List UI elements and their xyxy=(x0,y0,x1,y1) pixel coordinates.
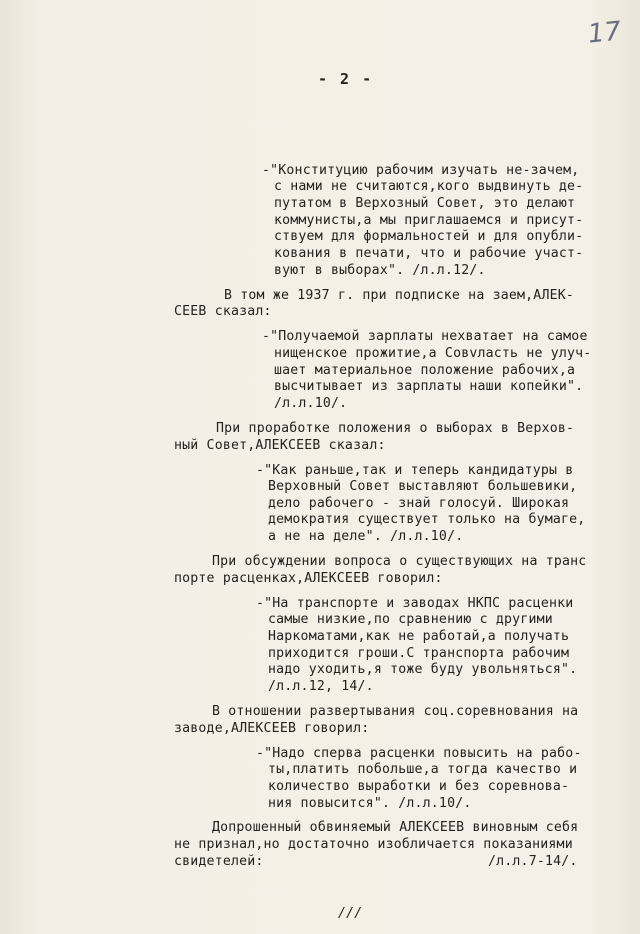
text-line: кования в печати, что и рабочие участ- xyxy=(274,246,584,261)
text-line: количество выработки и без соревнова- xyxy=(268,779,570,794)
text-line: ния повысится". /л.л.10/. xyxy=(268,796,472,811)
text-line: нищенское прожитие,а Совvласть не улуч- xyxy=(274,346,592,361)
text-line: высчитывает из зарплаты наши копейки". xyxy=(274,379,584,394)
text-line: В том же 1937 г. при подписке на заем,АЛЕК- xyxy=(224,288,575,303)
text-line: ный Совет,АЛЕКСЕЕВ сказал: xyxy=(174,438,386,453)
text-line: -"Надо сперва расценки повысить на рабо- xyxy=(256,746,582,761)
text-line: Верховный Совет выставляют большевики, xyxy=(268,479,578,494)
text-line: При обсуждении вопроса о существующих на транс xyxy=(212,554,587,569)
text-line: коммунисты,а мы приглашаемся и присут- xyxy=(274,213,584,228)
text-line: Допрошенный обвиняемый АЛЕКСЕЕВ виновным себя xyxy=(212,820,579,835)
text-line: с нами не считаются,кого выдвинуть де- xyxy=(274,179,584,194)
text-line: шает материальное положение рабочих,а xyxy=(274,363,576,378)
text-line: /л.л.7-14/. xyxy=(488,854,578,869)
text-line: /л.л.12, 14/. xyxy=(268,679,374,694)
text-line: дело рабочего - знай голосуй. Широкая xyxy=(268,496,570,511)
text-line: ствуем для формальностей и для опубли- xyxy=(274,229,584,244)
text-line: вуют в выборах". /л.л.12/. xyxy=(274,263,486,278)
page-number-marker: - 2 - xyxy=(318,70,374,88)
text-line: При проработке положения о выборах в Верхов- xyxy=(216,421,575,436)
text-line: -"Конституцию рабочим изучать не-зачем, xyxy=(262,163,580,178)
text-line: -"Получаемой зарплаты нехватает на самое xyxy=(262,329,588,344)
text-line: ты,платить побольше,а тогда качество и xyxy=(268,762,578,777)
text-line: порте расценках,АЛЕКСЕЕВ говорил: xyxy=(174,571,443,586)
text-line: самые низкие,по сравнению с другими xyxy=(268,612,553,627)
text-line: приходится гроши.С транспорта рабочим xyxy=(268,646,570,661)
handwritten-folio-number: 17 xyxy=(586,16,623,50)
text-line: В отношении развертывания соц.соревнования на xyxy=(212,704,579,719)
text-line: -"Как раньше,так и теперь кандидатуры в xyxy=(256,463,574,478)
text-line: демократия существует только на бумаге, xyxy=(268,512,586,527)
text-line: -"На транспорте и заводах НКПС расценки xyxy=(256,596,574,611)
footer-continuation-mark: /// xyxy=(338,906,363,921)
text-line: СЕЕВ сказал: xyxy=(174,304,272,319)
text-line: не признал,но достаточно изобличается показаниями xyxy=(174,837,573,852)
text-line: свидетелей: xyxy=(174,854,264,869)
text-line: путатом в Верхозный Совет, это делают xyxy=(274,196,576,211)
text-line: а не на деле". /л.л.10/. xyxy=(268,529,464,544)
text-line: /л.л.10/. xyxy=(274,396,348,411)
text-line: надо уходить,я тоже буду увольняться". xyxy=(268,662,578,677)
text-line: Наркоматами,как не работай,а получать xyxy=(268,629,570,644)
text-line: заводе,АЛЕКСЕЕВ говорил: xyxy=(174,721,370,736)
